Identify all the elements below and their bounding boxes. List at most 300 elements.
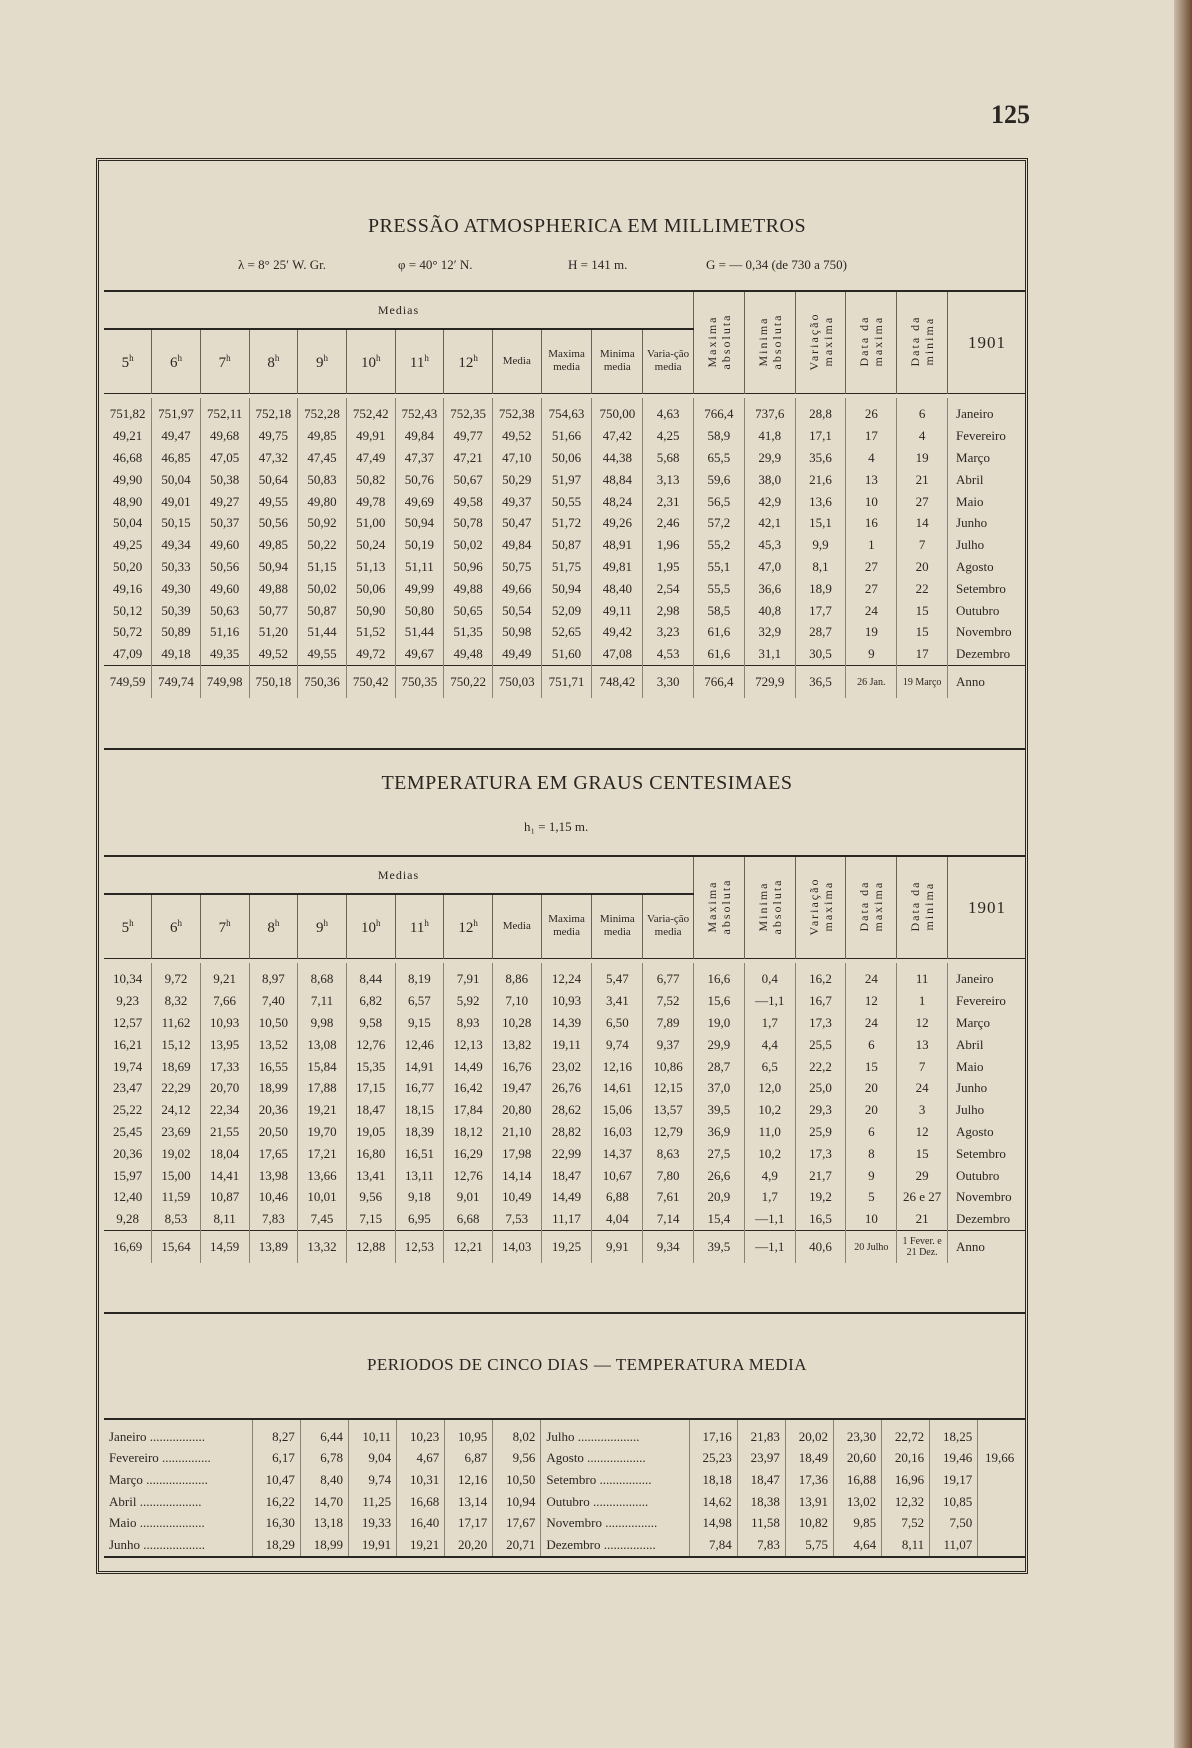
data-cell: 15 bbox=[897, 621, 948, 643]
data-cell: 16,6 bbox=[694, 963, 745, 991]
data-cell: 27 bbox=[846, 556, 897, 578]
data-cell: 24 bbox=[846, 600, 897, 622]
data-cell: 49,18 bbox=[152, 643, 201, 665]
data-cell: 51,20 bbox=[249, 621, 298, 643]
period-value: 10,47 bbox=[252, 1469, 300, 1491]
data-cell: 8,97 bbox=[249, 963, 298, 991]
data-cell: 49,55 bbox=[249, 491, 298, 513]
data-cell: 13 bbox=[846, 469, 897, 491]
data-cell: 49,52 bbox=[492, 425, 541, 447]
data-cell: 4,04 bbox=[592, 1208, 643, 1230]
page-number: 125 bbox=[991, 100, 1030, 129]
annual-cell: 19,25 bbox=[541, 1231, 592, 1264]
data-cell: 46,85 bbox=[152, 447, 201, 469]
data-cell: 49,11 bbox=[592, 600, 643, 622]
data-cell: 29,9 bbox=[694, 1034, 745, 1056]
period-value: 18,49 bbox=[785, 1448, 833, 1470]
data-cell: 10,49 bbox=[492, 1186, 541, 1208]
data-cell: 7,83 bbox=[249, 1208, 298, 1230]
data-cell: 1,7 bbox=[744, 1186, 795, 1208]
annual-cell: 1 Fever. e 21 Dez. bbox=[897, 1231, 948, 1264]
periods-table bbox=[104, 1418, 1026, 1558]
data-cell: 23,69 bbox=[152, 1121, 201, 1143]
data-cell: 3 bbox=[897, 1099, 948, 1121]
data-cell: 5,92 bbox=[444, 990, 493, 1012]
hour-header: 12$^h$ bbox=[444, 894, 493, 958]
data-cell: 50,75 bbox=[492, 556, 541, 578]
data-cell: 16,42 bbox=[444, 1077, 493, 1099]
data-cell: 47,37 bbox=[395, 447, 444, 469]
period-value: 19,33 bbox=[349, 1512, 397, 1534]
period-value: 11,58 bbox=[737, 1512, 785, 1534]
period-value: 20,16 bbox=[882, 1448, 930, 1470]
period-value: 4,67 bbox=[397, 1448, 445, 1470]
data-cell: 50,22 bbox=[298, 534, 347, 556]
data-cell: 13 bbox=[897, 1034, 948, 1056]
data-cell: 28,62 bbox=[541, 1099, 592, 1121]
month-cell: Abril bbox=[956, 1036, 984, 1052]
data-cell: 57,2 bbox=[694, 512, 745, 534]
data-cell: 15,35 bbox=[346, 1056, 395, 1078]
data-cell: 752,42 bbox=[346, 398, 395, 426]
data-cell: 7,11 bbox=[298, 990, 347, 1012]
data-cell: 12,40 bbox=[104, 1186, 152, 1208]
month-cell: Outubro bbox=[956, 1167, 1000, 1183]
data-cell: 13,95 bbox=[200, 1034, 249, 1056]
data-cell: 44,38 bbox=[592, 447, 643, 469]
data-cell: 10,67 bbox=[592, 1165, 643, 1187]
data-cell: 49,25 bbox=[104, 534, 152, 556]
data-cell: 3,23 bbox=[643, 621, 694, 643]
longitude: λ = 8° 25′ W. Gr. bbox=[238, 257, 327, 272]
annual-label: Anno bbox=[948, 1231, 1026, 1264]
data-cell: 16,77 bbox=[395, 1077, 444, 1099]
month-cell: Abril bbox=[956, 471, 984, 487]
data-cell: 4,4 bbox=[744, 1034, 795, 1056]
data-cell: 9,72 bbox=[152, 963, 201, 991]
data-cell: 7,40 bbox=[249, 990, 298, 1012]
data-cell: 20,80 bbox=[492, 1099, 541, 1121]
annual-cell: 749,98 bbox=[200, 666, 249, 699]
data-cell: 6 bbox=[846, 1034, 897, 1056]
period-value: 18,38 bbox=[737, 1491, 785, 1513]
hour-header: 9$^h$ bbox=[298, 894, 347, 958]
data-cell: 25,22 bbox=[104, 1099, 152, 1121]
month-cell: Junho bbox=[956, 515, 988, 531]
data-cell: 8,68 bbox=[298, 963, 347, 991]
data-cell: 9,28 bbox=[104, 1208, 152, 1230]
data-cell: 41,8 bbox=[744, 425, 795, 447]
data-cell: 21 bbox=[897, 469, 948, 491]
data-cell: 28,7 bbox=[694, 1056, 745, 1078]
period-extra bbox=[978, 1512, 1026, 1534]
data-minima-header-text: Data da minima bbox=[908, 315, 937, 367]
hour-header: 12$^h$ bbox=[444, 329, 493, 393]
data-cell: 15,00 bbox=[152, 1165, 201, 1187]
data-cell: 21,6 bbox=[795, 469, 846, 491]
data-cell: 9,37 bbox=[643, 1034, 694, 1056]
data-cell: 18,69 bbox=[152, 1056, 201, 1078]
period-value: 23,97 bbox=[737, 1448, 785, 1470]
data-cell: 51,11 bbox=[395, 556, 444, 578]
data-cell: 4,25 bbox=[643, 425, 694, 447]
period-value: 5,75 bbox=[785, 1534, 833, 1557]
data-cell: 29,9 bbox=[744, 447, 795, 469]
data-cell: 49,99 bbox=[395, 578, 444, 600]
table-header bbox=[104, 857, 1026, 958]
maxima-absoluta-header-text: Maxima absoluta bbox=[704, 312, 733, 369]
period-value: 22,72 bbox=[882, 1419, 930, 1448]
data-cell: 7,15 bbox=[346, 1208, 395, 1230]
month-cell: Março bbox=[956, 1014, 990, 1030]
period-value: 7,52 bbox=[882, 1512, 930, 1534]
minima-media-header: Minima media bbox=[592, 329, 643, 393]
period-month: Abril ................... bbox=[104, 1491, 252, 1513]
data-cell: 3,13 bbox=[643, 469, 694, 491]
data-cell: 50,47 bbox=[492, 512, 541, 534]
data-cell: 28,82 bbox=[541, 1121, 592, 1143]
data-cell: 49,75 bbox=[249, 425, 298, 447]
data-maxima-header bbox=[846, 857, 897, 958]
data-cell: 23,47 bbox=[104, 1077, 152, 1099]
data-cell: 48,40 bbox=[592, 578, 643, 600]
data-cell: 6,88 bbox=[592, 1186, 643, 1208]
month-cell: Agosto bbox=[956, 558, 994, 574]
data-cell: 49,78 bbox=[346, 491, 395, 513]
data-cell: 51,72 bbox=[541, 512, 592, 534]
data-cell: 18,47 bbox=[541, 1165, 592, 1187]
period-month: Julho ................... bbox=[541, 1419, 689, 1448]
data-cell: 51,44 bbox=[298, 621, 347, 643]
data-cell: 38,0 bbox=[744, 469, 795, 491]
data-cell: 13,82 bbox=[492, 1034, 541, 1056]
data-cell: 9 bbox=[846, 1165, 897, 1187]
period-extra bbox=[978, 1534, 1026, 1557]
period-value: 9,85 bbox=[833, 1512, 881, 1534]
month-cell: Janeiro bbox=[956, 971, 994, 987]
period-value: 9,74 bbox=[349, 1469, 397, 1491]
data-cell: 48,90 bbox=[104, 491, 152, 513]
period-value: 18,25 bbox=[930, 1419, 978, 1448]
annual-cell: 14,03 bbox=[492, 1231, 541, 1264]
data-cell: 50,37 bbox=[200, 512, 249, 534]
period-value: 16,30 bbox=[252, 1512, 300, 1534]
data-cell: 50,54 bbox=[492, 600, 541, 622]
period-value: 18,99 bbox=[300, 1534, 348, 1557]
hour-header: 7$^h$ bbox=[200, 329, 249, 393]
period-month: Janeiro ................. bbox=[104, 1419, 252, 1448]
data-cell: 58,9 bbox=[694, 425, 745, 447]
annual-cell: 15,64 bbox=[152, 1231, 201, 1264]
data-cell: 17,3 bbox=[795, 1143, 846, 1165]
data-cell: 14,37 bbox=[592, 1143, 643, 1165]
period-value: 12,16 bbox=[445, 1469, 493, 1491]
data-cell: 16,2 bbox=[795, 963, 846, 991]
table-row bbox=[104, 1077, 1026, 1099]
annual-cell: 749,74 bbox=[152, 666, 201, 699]
data-cell: 15 bbox=[897, 1143, 948, 1165]
data-cell: 1,96 bbox=[643, 534, 694, 556]
data-cell: 25,5 bbox=[795, 1034, 846, 1056]
annual-cell: 39,5 bbox=[694, 1231, 745, 1264]
periods-body bbox=[104, 1419, 1026, 1557]
period-month: Março ................... bbox=[104, 1469, 252, 1491]
annual-cell: 40,6 bbox=[795, 1231, 846, 1264]
data-cell: 8,86 bbox=[492, 963, 541, 991]
data-cell: —1,1 bbox=[744, 1208, 795, 1230]
period-value: 19,91 bbox=[349, 1534, 397, 1557]
data-cell: 49,88 bbox=[249, 578, 298, 600]
data-cell: 49,37 bbox=[492, 491, 541, 513]
data-cell: 6,68 bbox=[444, 1208, 493, 1230]
data-cell: 13,11 bbox=[395, 1165, 444, 1187]
data-cell: 21,55 bbox=[200, 1121, 249, 1143]
data-cell: 49,34 bbox=[152, 534, 201, 556]
period-value: 7,84 bbox=[689, 1534, 737, 1557]
data-cell: 52,65 bbox=[541, 621, 592, 643]
data-cell: 6,5 bbox=[744, 1056, 795, 1078]
data-cell: 40,8 bbox=[744, 600, 795, 622]
period-value: 10,82 bbox=[785, 1512, 833, 1534]
data-cell: 31,1 bbox=[744, 643, 795, 665]
data-cell: 2,98 bbox=[643, 600, 694, 622]
data-cell: 18,47 bbox=[346, 1099, 395, 1121]
data-cell: 21,7 bbox=[795, 1165, 846, 1187]
data-cell: 20 bbox=[897, 556, 948, 578]
month-cell: Fevereiro bbox=[956, 428, 1006, 444]
period-value: 23,30 bbox=[833, 1419, 881, 1448]
header-row bbox=[104, 292, 1026, 329]
period-value: 4,64 bbox=[833, 1534, 881, 1557]
data-cell: 14,39 bbox=[541, 1012, 592, 1034]
data-cell: 49,77 bbox=[444, 425, 493, 447]
data-cell: 5,68 bbox=[643, 447, 694, 469]
data-cell: 12,76 bbox=[346, 1034, 395, 1056]
data-cell: 49,66 bbox=[492, 578, 541, 600]
data-cell: 9,01 bbox=[444, 1186, 493, 1208]
data-cell: 47,10 bbox=[492, 447, 541, 469]
period-value: 7,83 bbox=[737, 1534, 785, 1557]
data-cell: 15,6 bbox=[694, 990, 745, 1012]
data-cell: 18,39 bbox=[395, 1121, 444, 1143]
data-cell: 49,84 bbox=[395, 425, 444, 447]
period-value: 21,83 bbox=[737, 1419, 785, 1448]
data-cell: 48,24 bbox=[592, 491, 643, 513]
data-cell: 7,61 bbox=[643, 1186, 694, 1208]
data-cell: 50,83 bbox=[298, 469, 347, 491]
data-cell: 12,24 bbox=[541, 963, 592, 991]
data-cell: 49,60 bbox=[200, 534, 249, 556]
period-value: 10,23 bbox=[397, 1419, 445, 1448]
data-cell: 50,65 bbox=[444, 600, 493, 622]
period-value: 8,11 bbox=[882, 1534, 930, 1557]
data-cell: 4 bbox=[897, 425, 948, 447]
month-cell: Novembro bbox=[956, 1189, 1012, 1205]
period-value: 16,68 bbox=[397, 1491, 445, 1513]
table-row bbox=[104, 963, 1026, 991]
data-cell: 49,88 bbox=[444, 578, 493, 600]
table-row bbox=[104, 491, 1026, 513]
period-value: 11,25 bbox=[349, 1491, 397, 1513]
data-cell: 10 bbox=[846, 491, 897, 513]
data-cell: 751,97 bbox=[152, 398, 201, 426]
gravity-correction: G = — 0,34 (de 730 a 750) bbox=[706, 257, 847, 272]
media-header: Media bbox=[492, 329, 541, 393]
data-cell: 27 bbox=[846, 578, 897, 600]
data-cell: 52,09 bbox=[541, 600, 592, 622]
data-cell: 47,09 bbox=[104, 643, 152, 665]
annual-cell: 749,59 bbox=[104, 666, 152, 699]
data-maxima-header bbox=[846, 292, 897, 393]
data-cell: 6,82 bbox=[346, 990, 395, 1012]
table-row bbox=[104, 1208, 1026, 1230]
data-cell: 32,9 bbox=[744, 621, 795, 643]
data-cell: 50,87 bbox=[298, 600, 347, 622]
data-cell: 10,50 bbox=[249, 1012, 298, 1034]
data-cell: 7,52 bbox=[643, 990, 694, 1012]
data-cell: 10,86 bbox=[643, 1056, 694, 1078]
book-spine bbox=[1174, 0, 1192, 1748]
month-cell: Dezembro bbox=[956, 646, 1011, 662]
minima-absoluta-header-text: Minima absoluta bbox=[755, 312, 784, 369]
period-value: 10,50 bbox=[493, 1469, 541, 1491]
data-cell: 50,78 bbox=[444, 512, 493, 534]
data-maxima-header-text: Data da maxima bbox=[857, 880, 886, 932]
table-row bbox=[104, 398, 1026, 426]
annual-cell: 36,5 bbox=[795, 666, 846, 699]
annual-cell: 750,36 bbox=[298, 666, 347, 699]
month-cell: Setembro bbox=[956, 1145, 1006, 1161]
maxima-absoluta-header bbox=[694, 857, 745, 958]
data-cell: 45,3 bbox=[744, 534, 795, 556]
data-cell: 13,52 bbox=[249, 1034, 298, 1056]
period-extra bbox=[978, 1469, 1026, 1491]
data-cell: 19,05 bbox=[346, 1121, 395, 1143]
data-cell: 10,01 bbox=[298, 1186, 347, 1208]
period-value: 9,56 bbox=[493, 1448, 541, 1470]
period-row bbox=[104, 1512, 1026, 1534]
annual-cell: 9,34 bbox=[643, 1231, 694, 1264]
annual-cell: 729,9 bbox=[744, 666, 795, 699]
data-cell: 50,56 bbox=[249, 512, 298, 534]
data-cell: 13,98 bbox=[249, 1165, 298, 1187]
period-value: 7,50 bbox=[930, 1512, 978, 1534]
month-cell: Dezembro bbox=[956, 1211, 1011, 1227]
data-minima-header bbox=[897, 292, 948, 393]
period-month: Dezembro ................ bbox=[541, 1534, 689, 1557]
data-cell: 12 bbox=[897, 1012, 948, 1034]
data-cell: 16,55 bbox=[249, 1056, 298, 1078]
data-cell: 17,3 bbox=[795, 1012, 846, 1034]
data-cell: 15,12 bbox=[152, 1034, 201, 1056]
data-cell: 12 bbox=[846, 990, 897, 1012]
data-cell: 49,16 bbox=[104, 578, 152, 600]
data-cell: 20,36 bbox=[104, 1143, 152, 1165]
data-cell: 8,53 bbox=[152, 1208, 201, 1230]
data-cell: 18,04 bbox=[200, 1143, 249, 1165]
data-cell: 50,87 bbox=[541, 534, 592, 556]
data-cell: 61,6 bbox=[694, 621, 745, 643]
data-cell: 51,60 bbox=[541, 643, 592, 665]
data-cell: 19,21 bbox=[298, 1099, 347, 1121]
period-value: 19,17 bbox=[930, 1469, 978, 1491]
data-cell: 22,99 bbox=[541, 1143, 592, 1165]
rule bbox=[104, 1312, 1026, 1314]
data-cell: 65,5 bbox=[694, 447, 745, 469]
data-cell: 49,80 bbox=[298, 491, 347, 513]
annual-cell: —1,1 bbox=[744, 1231, 795, 1264]
period-month: Agosto .................. bbox=[541, 1448, 689, 1470]
period-value: 6,78 bbox=[300, 1448, 348, 1470]
annual-cell: 16,69 bbox=[104, 1231, 152, 1264]
table-row bbox=[104, 534, 1026, 556]
data-cell: 7,10 bbox=[492, 990, 541, 1012]
data-cell: 7 bbox=[897, 534, 948, 556]
data-cell: 751,82 bbox=[104, 398, 152, 426]
data-cell: 47,0 bbox=[744, 556, 795, 578]
period-value: 25,23 bbox=[689, 1448, 737, 1470]
data-cell: 13,66 bbox=[298, 1165, 347, 1187]
minima-absoluta-header bbox=[744, 857, 795, 958]
variacao-maxima-header bbox=[795, 857, 846, 958]
data-cell: 50,39 bbox=[152, 600, 201, 622]
data-cell: 10,2 bbox=[744, 1099, 795, 1121]
period-extra bbox=[978, 1419, 1026, 1448]
data-cell: 50,90 bbox=[346, 600, 395, 622]
annual-cell: 9,91 bbox=[592, 1231, 643, 1264]
month-cell: Maio bbox=[956, 493, 984, 509]
period-value: 11,07 bbox=[930, 1534, 978, 1557]
month-cell: Julho bbox=[956, 1102, 985, 1118]
data-cell: 49,81 bbox=[592, 556, 643, 578]
table-body bbox=[104, 958, 1026, 1263]
data-cell: 14 bbox=[897, 512, 948, 534]
header-row bbox=[104, 857, 1026, 894]
table-row bbox=[104, 1099, 1026, 1121]
data-cell: 3,41 bbox=[592, 990, 643, 1012]
data-cell: 17,15 bbox=[346, 1077, 395, 1099]
data-cell: 49,21 bbox=[104, 425, 152, 447]
month-cell: Novembro bbox=[956, 624, 1012, 640]
table-body bbox=[104, 393, 1026, 698]
data-cell: 17,7 bbox=[795, 600, 846, 622]
period-value: 10,94 bbox=[493, 1491, 541, 1513]
data-cell: 12,79 bbox=[643, 1121, 694, 1143]
data-cell: 20 bbox=[846, 1099, 897, 1121]
data-cell: 10,2 bbox=[744, 1143, 795, 1165]
period-value: 20,20 bbox=[445, 1534, 493, 1557]
data-cell: 50,94 bbox=[395, 512, 444, 534]
data-cell: 28,7 bbox=[795, 621, 846, 643]
data-cell: 12,13 bbox=[444, 1034, 493, 1056]
minima-absoluta-header bbox=[744, 292, 795, 393]
table-row bbox=[104, 556, 1026, 578]
data-cell: 51,00 bbox=[346, 512, 395, 534]
data-cell: 4 bbox=[846, 447, 897, 469]
data-cell: 21,10 bbox=[492, 1121, 541, 1143]
data-cell: 6 bbox=[897, 398, 948, 426]
latitude: φ = 40° 12′ N. bbox=[398, 257, 473, 272]
data-cell: 49,52 bbox=[249, 643, 298, 665]
period-value: 19,21 bbox=[397, 1534, 445, 1557]
variacao-media-header: Varia-ção media bbox=[643, 329, 694, 393]
data-cell: 9,18 bbox=[395, 1186, 444, 1208]
data-cell: 19,47 bbox=[492, 1077, 541, 1099]
period-value: 18,29 bbox=[252, 1534, 300, 1557]
data-cell: 14,49 bbox=[444, 1056, 493, 1078]
period-row bbox=[104, 1448, 1026, 1470]
data-cell: 16 bbox=[846, 512, 897, 534]
